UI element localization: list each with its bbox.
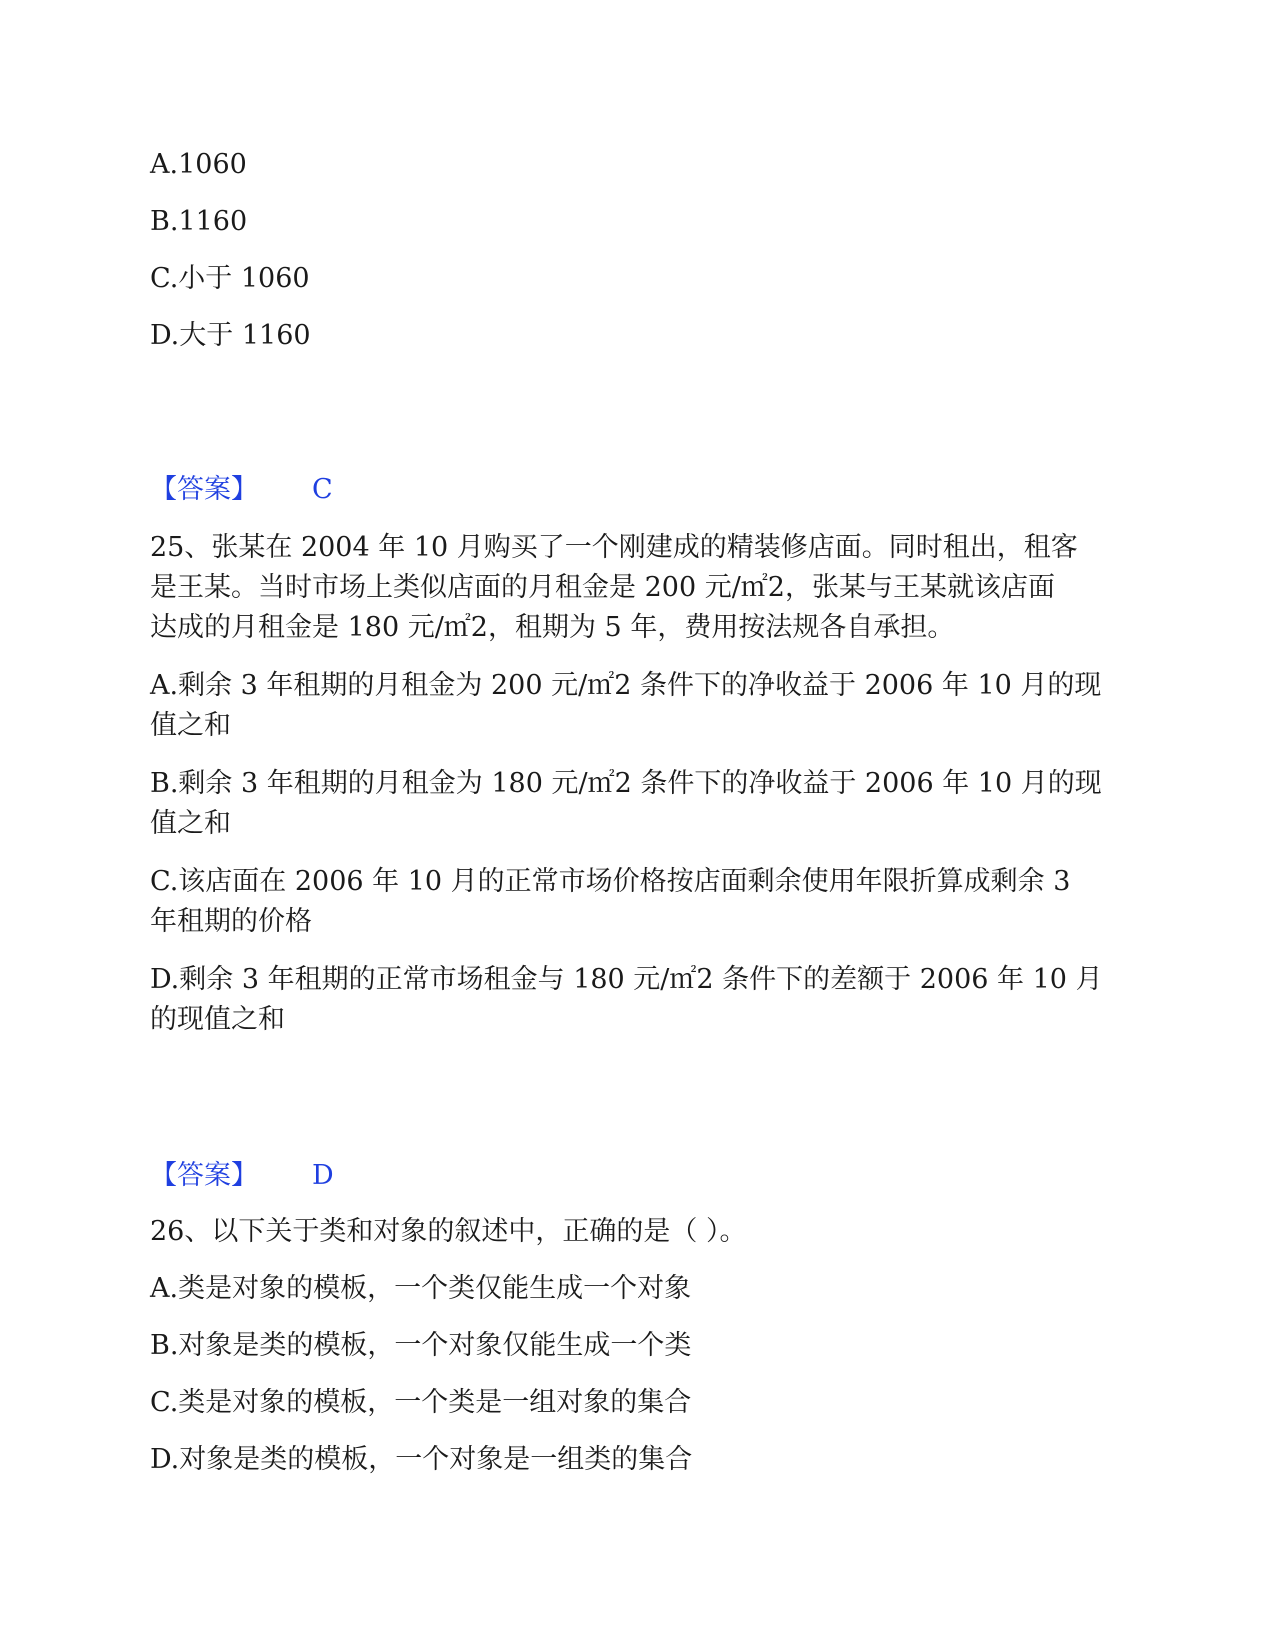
q25-option-a-line-1: A.剩余 3 年租期的月租金为 200 元/㎡2 条件下的净收益于 2006 年 10 月的现: [150, 670, 1102, 701]
q24-option-d: D.大于 1160: [150, 320, 311, 351]
q25-option-d-line-1: D.剩余 3 年租期的正常市场租金与 180 元/㎡2 条件下的差额于 2006 年 10 月: [150, 964, 1103, 995]
q25-stem-line-1: 25、张某在 2004 年 10 月购买了一个刚建成的精装修店面。同时租出，租客: [150, 532, 1078, 563]
q26-stem: 26、以下关于类和对象的叙述中，正确的是（ ）。: [150, 1216, 747, 1247]
q25-option-b-line-2: 值之和: [150, 808, 231, 839]
q25-option-d-line-2: 的现值之和: [150, 1004, 285, 1035]
q26-option-a: A.类是对象的模板，一个类仅能生成一个对象: [150, 1273, 692, 1304]
q26-option-d: D.对象是类的模板，一个对象是一组类的集合: [150, 1444, 693, 1475]
answer-2-label: 【答案】: [150, 1160, 258, 1191]
q26-option-c: C.类是对象的模板，一个类是一组对象的集合: [150, 1387, 692, 1418]
answer-1-label: 【答案】: [150, 474, 258, 505]
q24-option-c: C.小于 1060: [150, 263, 310, 294]
q24-option-a: A.1060: [150, 149, 247, 180]
q25-option-c-line-1: C.该店面在 2006 年 10 月的正常市场价格按店面剩余使用年限折算成剩余 3: [150, 866, 1071, 897]
q24-option-b: B.1160: [150, 206, 248, 237]
answer-1: [150, 471, 333, 509]
q25-option-c-line-2: 年租期的价格: [150, 906, 312, 937]
q25-option-a-line-2: 值之和: [150, 710, 231, 741]
answer-2: [150, 1157, 334, 1195]
q26-option-b: B.对象是类的模板，一个对象仅能生成一个类: [150, 1330, 692, 1361]
q25-stem-line-2: 是王某。当时市场上类似店面的月租金是 200 元/㎡2，张某与王某就该店面: [150, 572, 1055, 603]
answer-1-value: C: [312, 474, 333, 505]
q25-option-b-line-1: B.剩余 3 年租期的月租金为 180 元/㎡2 条件下的净收益于 2006 年 10 月的现: [150, 768, 1102, 799]
answer-2-value: D: [312, 1160, 334, 1191]
q25-stem-line-3: 达成的月租金是 180 元/㎡2，租期为 5 年，费用按法规各自承担。: [150, 612, 955, 643]
